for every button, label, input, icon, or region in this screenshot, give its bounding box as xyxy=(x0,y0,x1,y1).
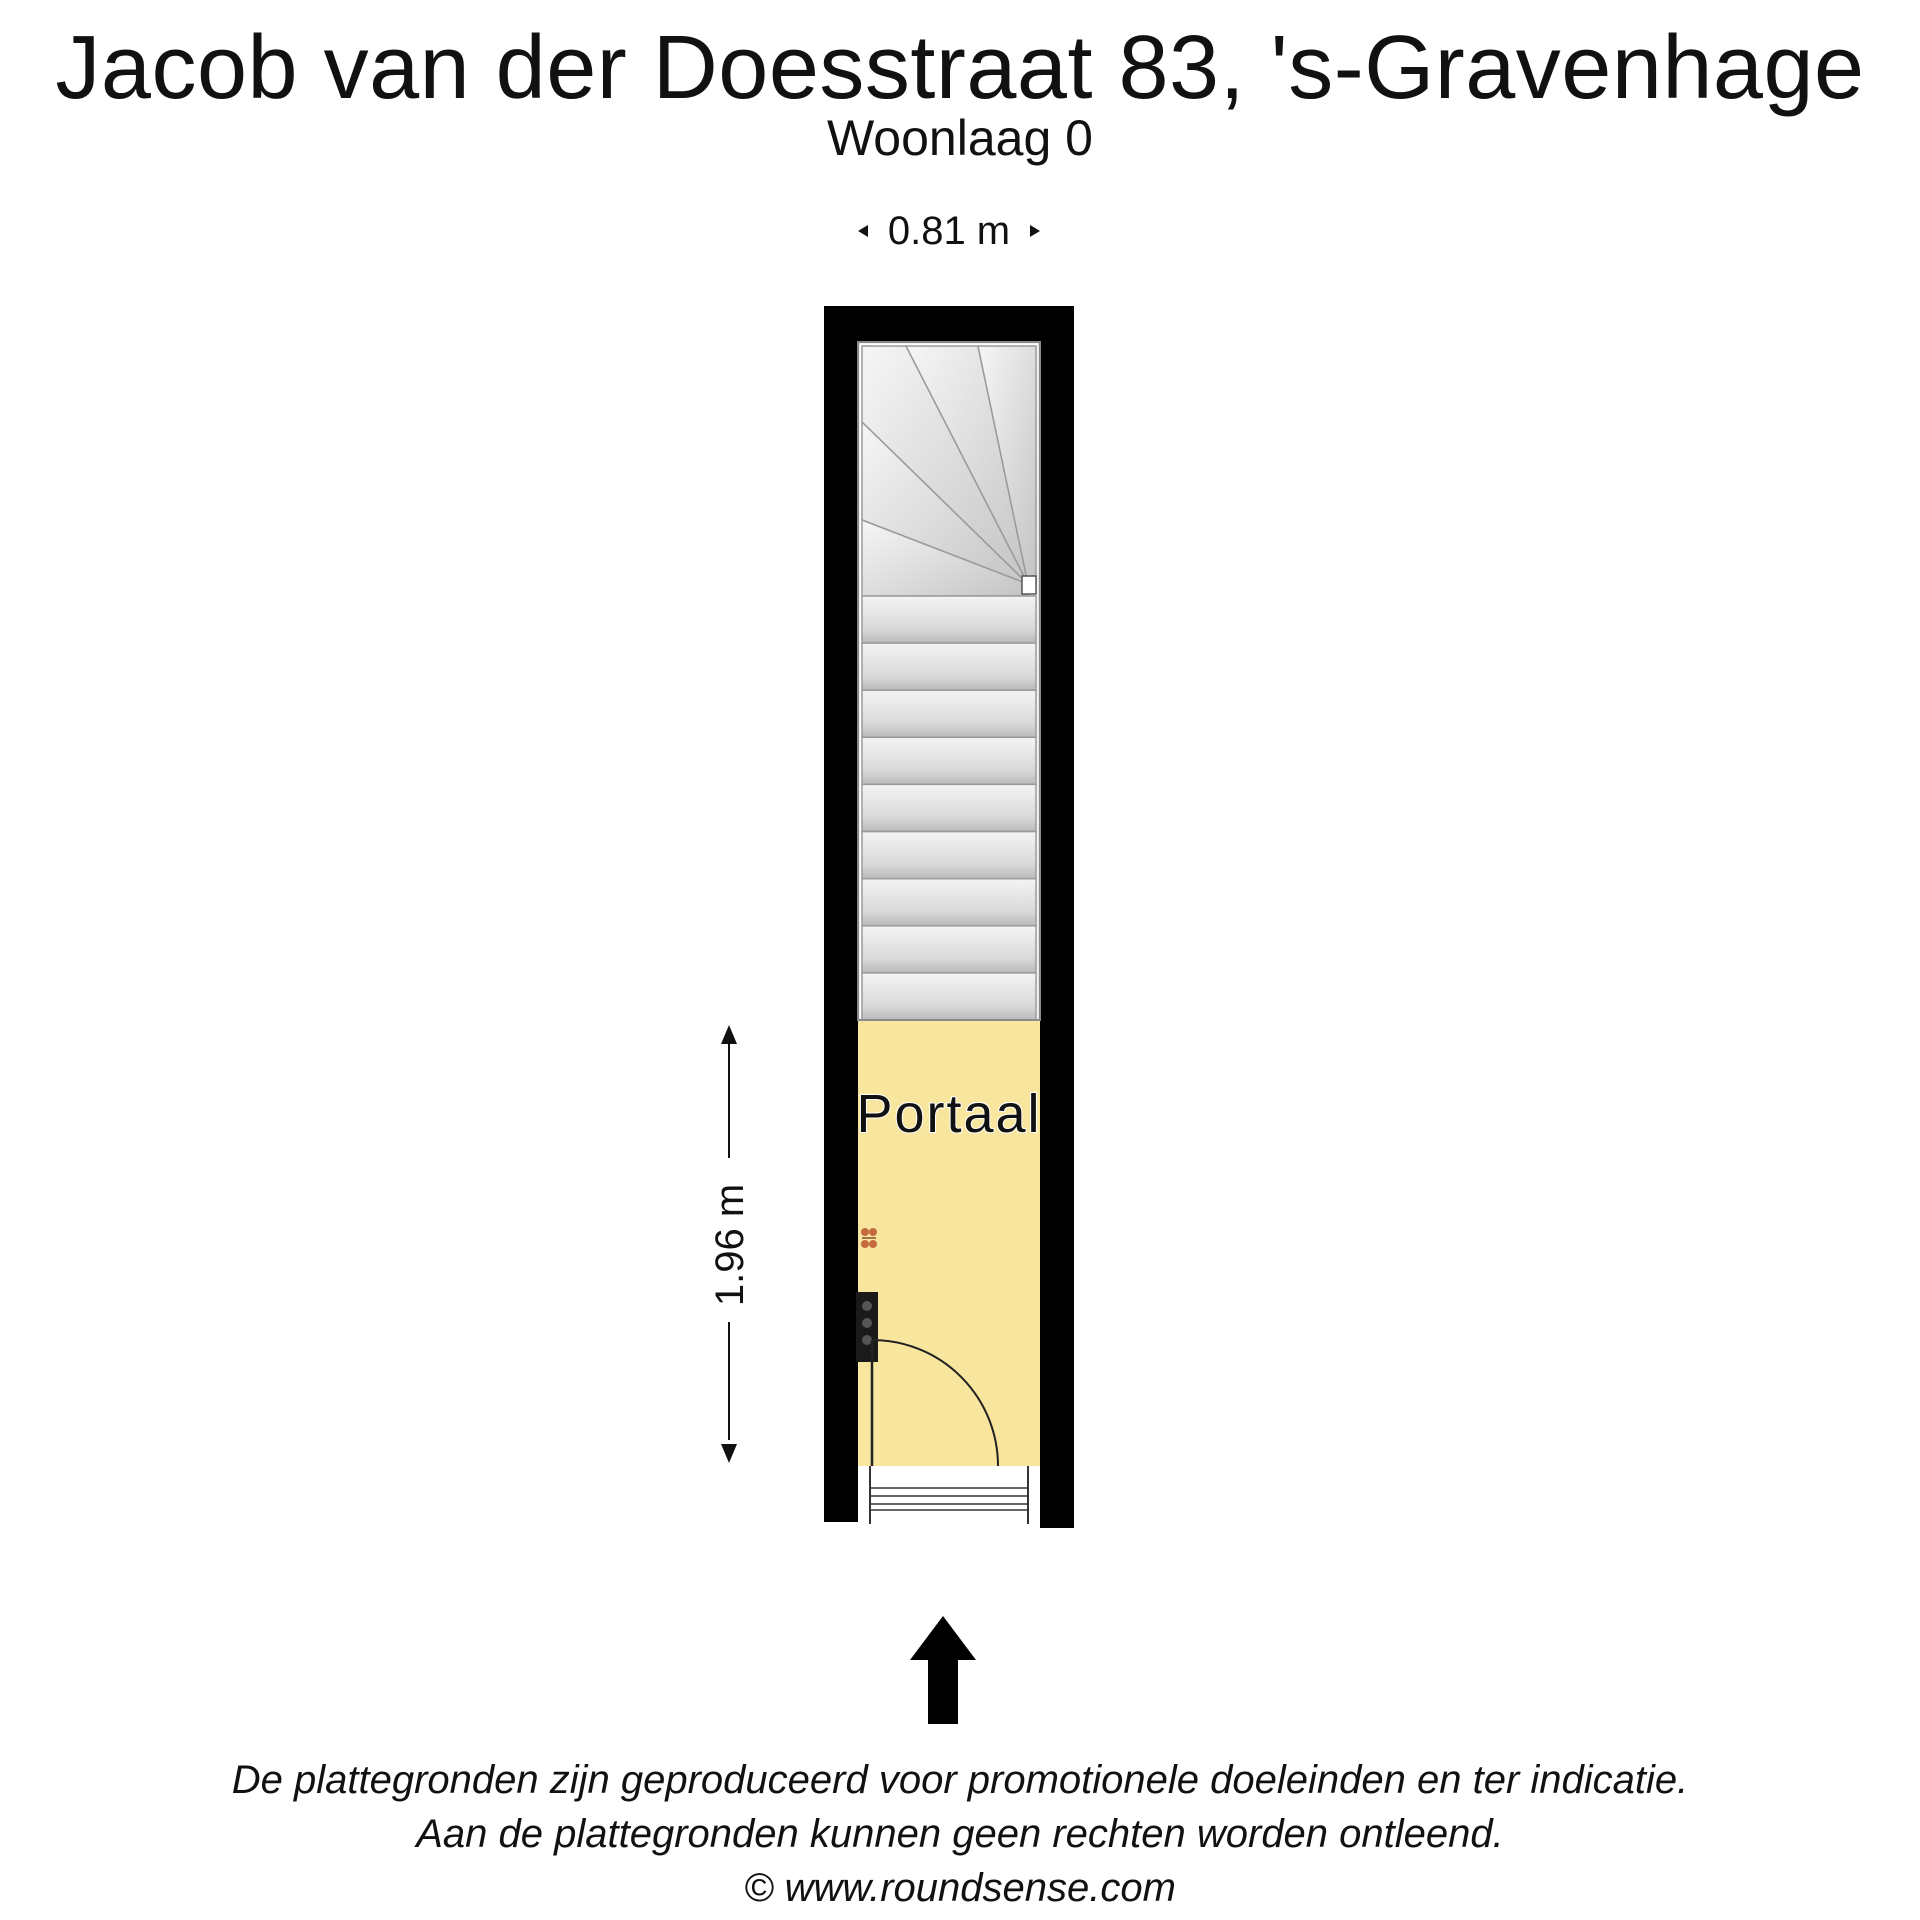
stair-step xyxy=(862,926,1036,973)
door-threshold xyxy=(858,1466,1040,1524)
room-label: Portaal xyxy=(856,1084,1042,1144)
width-arrow-left xyxy=(858,225,868,237)
height-dimension-label: 1.96 m xyxy=(708,1183,752,1307)
height-arrow-bottom xyxy=(721,1444,737,1463)
room-portaal xyxy=(856,1020,1042,1524)
copyright-line: © www.roundsense.com xyxy=(744,1866,1176,1910)
disclaimer-line-2: Aan de plattegronden kunnen geen rechten worden ontleend. xyxy=(416,1812,1504,1856)
width-arrow-right xyxy=(1030,225,1040,237)
wall-top xyxy=(824,306,1074,342)
disclaimer xyxy=(0,1753,1920,1915)
meter-cabinet-icon xyxy=(856,1292,878,1362)
stair-step xyxy=(862,973,1036,1020)
stair-step xyxy=(862,879,1036,926)
floor-subtitle: Woonlaag 0 xyxy=(827,110,1093,166)
page-title: Jacob van der Doesstraat 83, 's-Gravenhage xyxy=(55,18,1865,118)
stair-step xyxy=(862,596,1036,643)
staircase xyxy=(858,342,1040,1020)
up-arrow-icon xyxy=(910,1616,976,1724)
stair-step xyxy=(862,832,1036,879)
disclaimer-line-1: De plattegronden zijn geproduceerd voor promotionele doeleinden en ter indicatie. xyxy=(231,1758,1689,1802)
stair-straight-steps xyxy=(862,596,1036,1020)
stair-newel-post xyxy=(1022,576,1036,594)
width-dimension xyxy=(858,209,1040,253)
height-dimension xyxy=(708,1025,752,1463)
stair-winding-steps xyxy=(862,346,1036,596)
stair-step xyxy=(862,643,1036,690)
wall-left xyxy=(824,306,858,1522)
stair-step xyxy=(862,690,1036,737)
stair-step xyxy=(862,784,1036,831)
stair-step xyxy=(862,737,1036,784)
width-dimension-label: 0.81 m xyxy=(887,209,1011,253)
wall-right xyxy=(1040,306,1074,1528)
